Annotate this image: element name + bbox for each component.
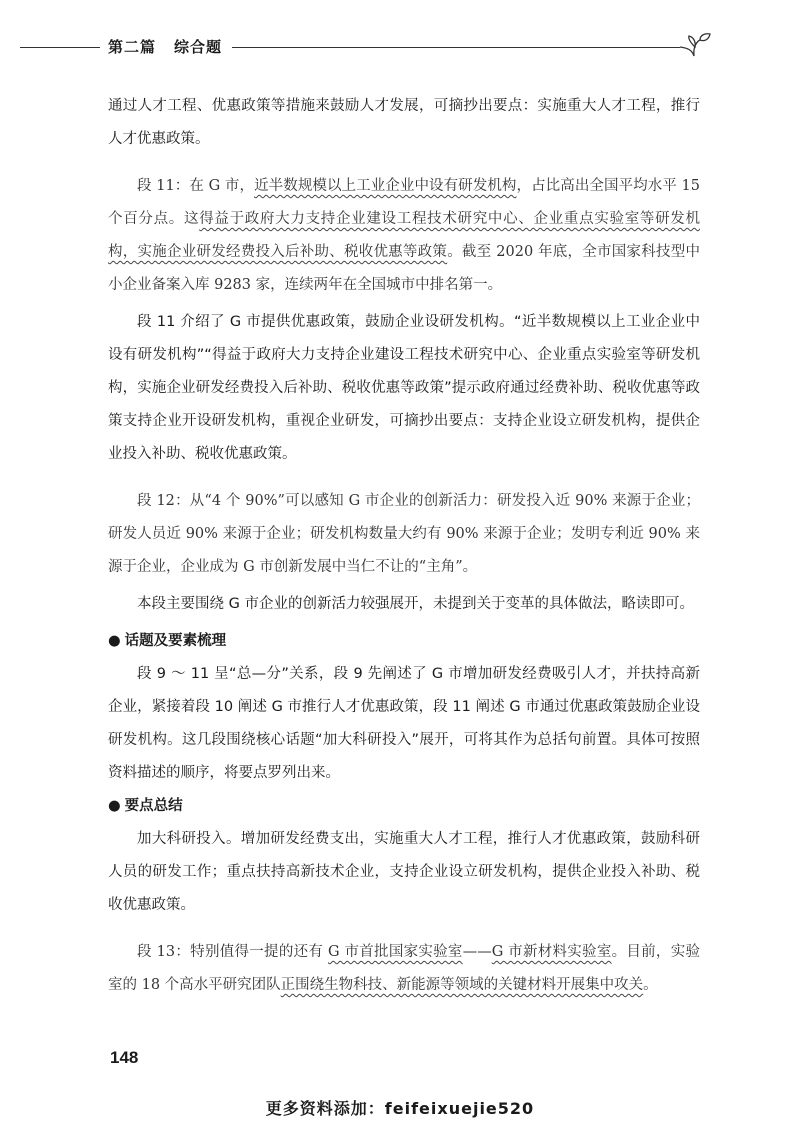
- page-header: [0, 30, 800, 66]
- bullet-icon: ●: [108, 798, 121, 814]
- key-phrase: 得益于政府大力支持企业建设工程技术研究中心、企业重点实验室等研发机构，实施企业研发经费投入后补助、税收优惠等政策: [108, 211, 701, 260]
- footer-note: 更多资料添加：feifeixuejie520: [265, 1099, 535, 1118]
- topic-elements-text: 段 9 ～ 11 呈“总—分”关系，段 9 先阐述了 G 市增加研发经费吸引人才，并扶持高新企业，紧接着段 10 阐述 G 市推行人才优惠政策，段 11 阐述 G 市通过优惠政策鼓励企业设研发机构。这几段围绕核心话题“加大科研投入”展开，可将其作为总括句前置。具体可按照资料描述的顺序，将要点罗列出来。: [108, 666, 700, 781]
- header-rule-right: [232, 47, 680, 48]
- source-paragraph-13: 段 13：特别值得一提的还有 G 市首批国家实验室——G 市新材料实验室。目前，实验室的 18 个高水平研究团队正围绕生物科技、新能源等领域的关键材料开展集中攻关。: [108, 944, 700, 993]
- analysis-paragraph-10: 通过人才工程、优惠政策等措施来鼓励人才发展，可摘抄出要点：实施重大人才工程，推行人才优惠政策。: [108, 98, 700, 147]
- page-number: 148: [110, 1048, 139, 1067]
- analysis-paragraph-11: 段 11 介绍了 G 市提供优惠政策，鼓励企业设研发机构。“近半数规模以上工业企业中设有研发机构”“得益于政府大力支持企业建设工程技术研究中心、企业重点实验室等研发机构，实施企业研发经费投入后补助、税收优惠等政策”提示政府通过经费补助、税收优惠等政策支持企业开设研发机构，重视企业研发，可摘抄出要点：支持企业设立研发机构，提供企业投入补助、税收优惠政策。: [108, 314, 700, 462]
- analysis-paragraph-12: 本段主要围绕 G 市企业的创新活力较强展开，未提到关于变革的具体做法，略读即可。: [137, 596, 694, 612]
- header-section: 综合题: [174, 38, 223, 56]
- key-phrase: G 市首批国家实验室: [328, 944, 463, 960]
- page-content: [108, 90, 700, 1002]
- header-part: 第二篇: [108, 38, 157, 56]
- bullet-topic-elements: ● 话题及要素梳理: [108, 633, 227, 649]
- bullet-icon: ●: [108, 633, 121, 649]
- source-paragraph-12: 段 12：从“4 个 90%”可以感知 G 市企业的创新活力：研发投入近 90% 来源于企业；研发人员近 90% 来源于企业；研发机构数量大约有 90% 来源于企业；发明专利近 90% 来源于企业，企业成为 G 市创新发展中当仁不让的“主角”。: [108, 493, 700, 575]
- header-title: [108, 36, 222, 57]
- key-phrase: 正围绕生物科技、新能源等领域的关键材料开展集中攻关: [280, 977, 644, 993]
- key-points-text: 加大科研投入。增加研发经费支出，实施重大人才工程，推行人才优惠政策，鼓励科研人员的研发工作；重点扶持高新技术企业，支持企业设立研发机构，提供企业投入补助、税收优惠政策。: [108, 831, 700, 913]
- header-rule-left: [20, 47, 100, 48]
- key-phrase: 近半数规模以上工业企业中设有研发机构: [254, 178, 517, 194]
- key-phrase: G 市新材料实验室: [491, 944, 612, 960]
- sprout-icon: [678, 30, 714, 60]
- bullet-key-points: ● 要点总结: [108, 798, 183, 814]
- source-paragraph-11: 段 11：在 G 市，近半数规模以上工业企业中设有研发机构，占比高出全国平均水平 15 个百分点。这得益于政府大力支持企业建设工程技术研究中心、企业重点实验室等研发机构，实施企业研发经费投入后补助、税收优惠等政策。截至 2020 年底，全市国家科技型中小企业备案入库 9283 家，连续两年在全国城市中排名第一。: [108, 178, 701, 293]
